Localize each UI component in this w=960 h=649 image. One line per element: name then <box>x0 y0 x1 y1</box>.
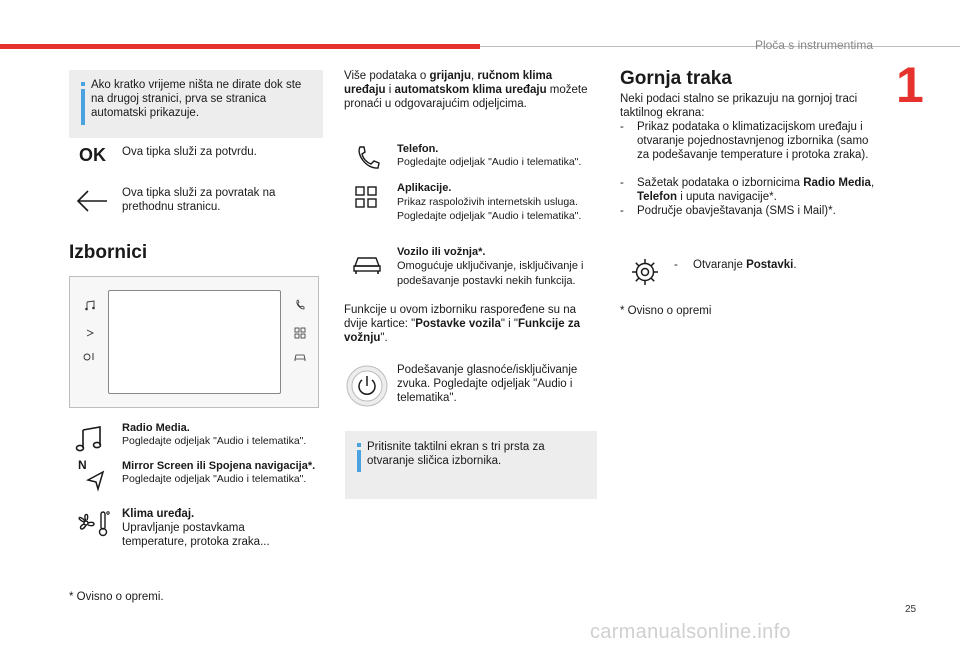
footnote-col1: * Ovisno o opremi. <box>69 591 164 603</box>
applications-desc: Prikaz raspoloživih internetskih usluga. Pogledajte odjeljak "Audio i telematika". <box>397 196 582 222</box>
telephone-title: Telefon. <box>397 143 439 155</box>
info-text: Pritisnite taktilni ekran s tri prsta za otvaranje sličica izbornika. <box>367 441 545 467</box>
top-bar-bullet-1: Prikaz podataka o klimatizacijskom uređaju i otvaranje pojednostavnjenog izbornika (samo za podešavanje temperature i protoka zraka). <box>637 121 869 161</box>
vehicle-icon <box>293 351 307 363</box>
page-number: 25 <box>905 604 917 615</box>
header-rule <box>480 46 960 47</box>
vehicle-title: Vozilo ili vožnja*. <box>397 246 486 258</box>
volume-description: Podešavanje glasnoće/isključivanje zvuka. Pogledajte odjeljak "Audio i telematika". <box>397 364 578 404</box>
mirror-screen-desc: Pogledajte odjeljak "Audio i telematika". <box>122 473 307 485</box>
info-text: Ako kratko vrijeme ništa ne dirate dok ste na drugoj stranici, prva se stranica automatski prikazuje. <box>91 79 302 119</box>
radio-media-desc: Pogledajte odjeljak "Audio i telematika". <box>122 435 307 447</box>
power-volume-icon <box>345 364 389 408</box>
radio-media-title: Radio Media. <box>122 422 190 434</box>
vehicle-desc: Omogućuje uključivanje, isključivanje i podešavanje postavki nekih funkcija. <box>397 260 584 287</box>
screen-display <box>108 290 281 394</box>
svg-text:N: N <box>78 458 87 472</box>
chapter-number: 1 <box>896 57 924 113</box>
tabs-paragraph: Funkcije u ovom izborniku raspoređene su na dvije kartice: "Postavke vozila" i "Funkcije za vožnju". <box>344 304 580 344</box>
settings-gear-icon <box>630 257 660 287</box>
apps-icon <box>294 327 306 339</box>
ok-button-icon: OK <box>79 145 106 165</box>
mirror-screen-navigation-icon <box>78 458 106 492</box>
climate-icon <box>83 351 97 363</box>
info-icon <box>81 82 85 86</box>
info-box-auto-return <box>69 70 323 138</box>
radio-media-icon <box>74 424 104 452</box>
navigation-icon <box>84 327 96 339</box>
telephone-icon <box>354 144 382 172</box>
climate-intro-paragraph: Više podataka o grijanju, ručnom klima uređaju i automatskom klima uređaju možete pronaći u odgovarajućim odjeljcima. <box>344 70 588 110</box>
telephone-desc: Pogledajte odjeljak "Audio i telematika". <box>397 156 582 168</box>
music-note-icon <box>84 299 96 311</box>
phone-icon <box>294 299 306 311</box>
top-bar-intro: Neki podaci stalno se prikazuju na gornjoj traci taktilnog ekrana: <box>620 93 858 119</box>
vehicle-driving-icon <box>352 253 382 275</box>
climate-desc: Upravljanje postavkama temperature, protoka zraka... <box>122 522 270 548</box>
top-bar-bullet-2: Sažetak podataka o izbornicima Radio Media, Telefon i uputa navigacije*. <box>637 177 875 203</box>
chapter-title: Ploča s instrumentima <box>754 38 873 52</box>
climate-fan-icon <box>74 509 112 537</box>
ok-description: Ova tipka služi za potvrdu. <box>122 146 257 158</box>
top-bar-bullet-3: Područje obavještavanja (SMS i Mail)*. <box>637 205 836 217</box>
applications-title: Aplikacije. <box>397 182 452 194</box>
footnote-col3: * Ovisno o opremi <box>620 305 712 317</box>
menus-heading: Izbornici <box>69 242 148 263</box>
applications-icon <box>355 186 377 208</box>
climate-title: Klima uređaj. <box>122 508 195 520</box>
mirror-screen-title: Mirror Screen ili Spojena navigacija*. <box>122 460 316 472</box>
back-arrow-icon <box>74 187 110 215</box>
watermark-text: carmanualsonline.info <box>590 621 791 643</box>
info-box-three-finger <box>345 431 597 499</box>
info-icon <box>357 443 361 447</box>
header-accent-bar <box>0 44 480 49</box>
touchscreen-illustration <box>69 276 319 408</box>
back-description: Ova tipka služi za povratak na prethodnu stranicu. <box>122 187 276 213</box>
top-bar-heading: Gornja traka <box>620 68 732 89</box>
settings-description: Otvaranje Postavki. <box>693 259 797 271</box>
